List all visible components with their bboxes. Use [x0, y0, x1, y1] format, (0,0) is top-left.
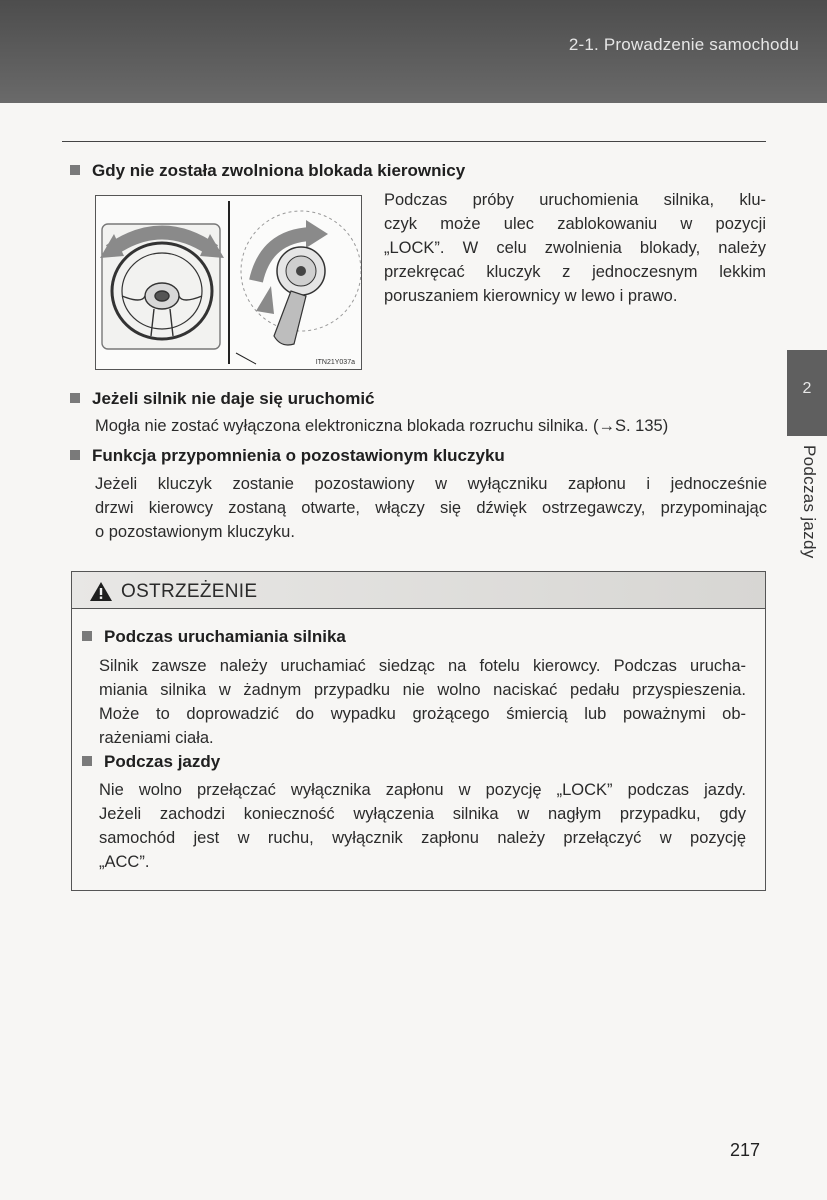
steering-lock-illustration [96, 196, 361, 369]
page-number: 217 [730, 1140, 761, 1160]
bullet-square-icon [82, 631, 92, 641]
text-line: Nie wolno przełączać wyłącznika zapłonu w pozycję „LOCK” podczas jazdy. [99, 781, 746, 799]
text-line: Silnik zawsze należy uruchamiać siedząc na fotelu kierowcy. Podczas urucha- [99, 657, 746, 675]
engine-start-text [95, 414, 767, 438]
text-line: poruszaniem kierownicy w lewo i prawo. [384, 287, 678, 305]
warning-box [71, 571, 766, 891]
text-line: drzwi kierowcy zostaną otwarte, włączy się dźwięk ostrzegawczy, przypominając [95, 499, 767, 517]
bullet-square-icon [70, 165, 80, 175]
figure-code: ITN21Y037a [315, 359, 355, 366]
warning-header [72, 572, 765, 609]
text-line: Podczas próby uruchomienia silnika, klu- [384, 191, 766, 209]
text-line: „LOCK”. W celu zwolnienia blokady, należy [384, 239, 766, 257]
while-driving-text [99, 778, 746, 874]
steering-lock-figure [95, 195, 362, 370]
text-line: rażeniami ciała. [99, 729, 214, 747]
bullet-square-icon [70, 450, 80, 460]
heading-steering-lock: Gdy nie została zwolniona blokada kierownicy [70, 161, 465, 181]
starting-engine-text [99, 654, 746, 750]
text-line: Mogła nie zostać wyłączona elektroniczna blokada rozruchu silnika. (→S. 135) [95, 417, 669, 435]
heading-starting-engine: Podczas uruchamiania silnika [82, 627, 346, 647]
text-line: samochód jest w ruchu, wyłącznik zapłonu należy przełączyć w pozycję [99, 829, 746, 847]
top-rule [62, 141, 766, 142]
heading-engine-start: Jeżeli silnik nie daje się uruchomić [70, 389, 375, 409]
text-line: przekręcać kluczyk z jednoczesnym lekkim [384, 263, 766, 281]
warning-title: OSTRZEŻENIE [121, 581, 258, 602]
header-band [0, 0, 827, 103]
heading-while-driving: Podczas jazdy [82, 752, 220, 772]
text-line: czyk może ulec zablokowaniu w pozycji [384, 215, 766, 233]
bullet-square-icon [82, 756, 92, 766]
key-reminder-text [95, 472, 767, 544]
steering-lock-text [384, 188, 766, 308]
section-title: 2-1. Prowadzenie samochodu [568, 35, 799, 54]
warning-triangle-icon [89, 581, 113, 602]
text-line: Jeżeli kluczyk zostanie pozostawiony w wyłączniku zapłonu i jednocześnie [95, 475, 767, 493]
text-line: Jeżeli zachodzi konieczność wyłączenia silnika w nagłym przypadku, gdy [99, 805, 746, 823]
text-line: Może to doprowadzić do wypadku grożącego śmiercią lub poważnymi ob- [99, 705, 746, 723]
text-line: miania silnika w żadnym przypadku nie wolno naciskać pedału przyspieszenia. [99, 681, 746, 699]
chapter-number: 2 [802, 380, 812, 397]
chapter-tab [787, 350, 827, 436]
bullet-square-icon [70, 393, 80, 403]
text-line: „ACC”. [99, 853, 150, 871]
chapter-label: Podczas jazdy [800, 445, 819, 559]
heading-key-reminder: Funkcja przypomnienia o pozostawionym kluczyku [70, 446, 505, 466]
text-line: o pozostawionym kluczyku. [95, 523, 295, 541]
